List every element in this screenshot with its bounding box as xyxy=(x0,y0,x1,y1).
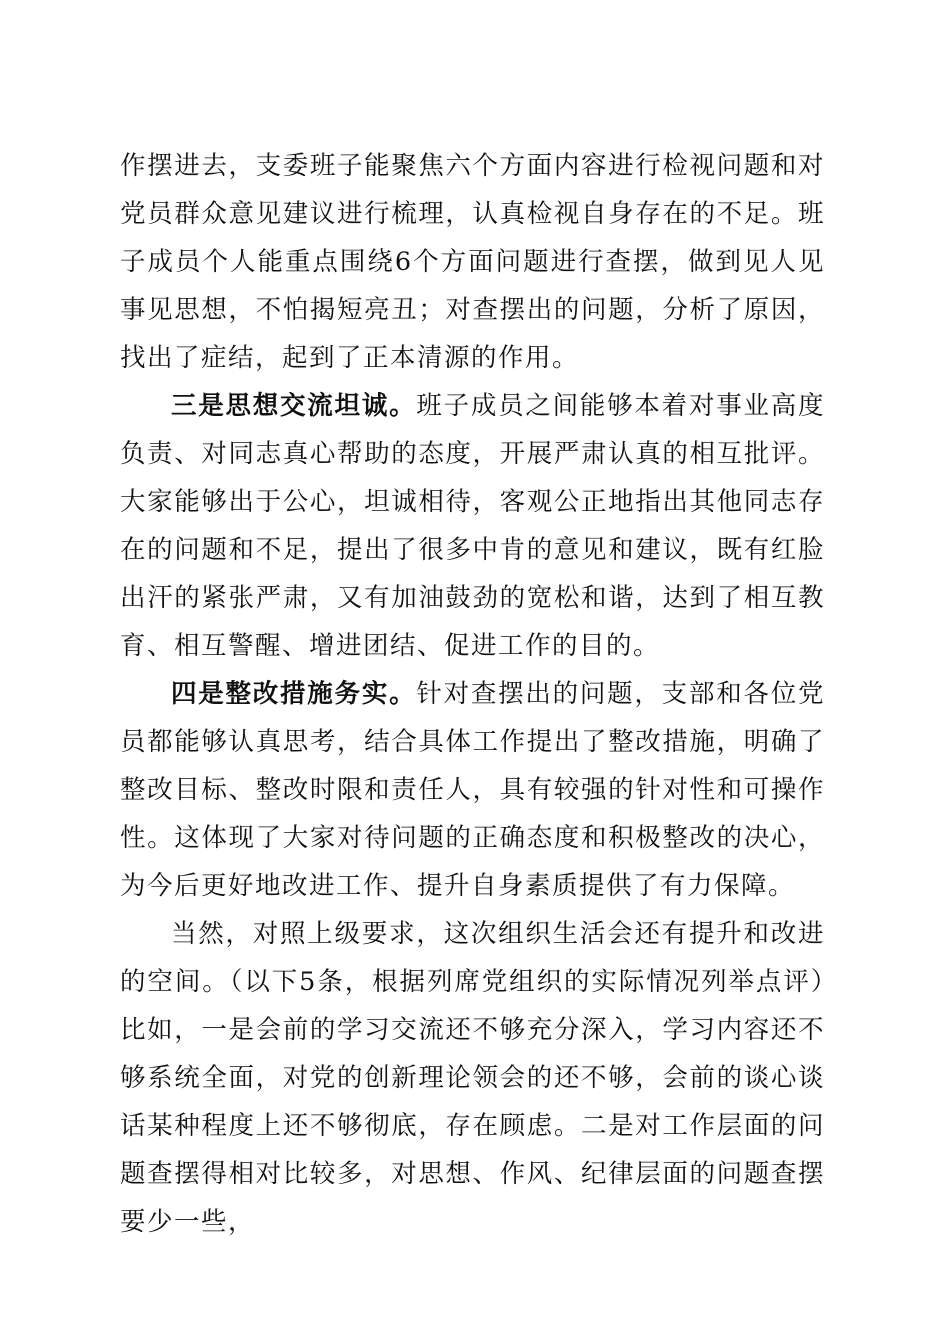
paragraph-text: 当然，对照上级要求，这次组织生活会还有提升和改进的空间。（以下5条，根据列席党组织的实际情况列举点评）比如，一是会前的学习交流还不够充分深入，学习内容还不够系统全面，对党的创新理论领会的还不够，会前的谈心谈话某种程度上还不够彻底，存在顾虑。二是对工作层面的问题查摆得相对比较多，对思想、作风、纪律层面的问题查摆要少一些， xyxy=(120,919,825,1237)
paragraph-improvement xyxy=(120,910,825,1246)
paragraph-thought-exchange xyxy=(120,382,825,670)
document-body xyxy=(120,142,825,1246)
paragraph-text: 班子成员之间能够本着对事业高度负责、对同志真心帮助的态度，开展严肃认真的相互批评。大家能够出于公心，坦诚相待，客观公正地指出其他同志存在的问题和不足，提出了很多中肯的意见和建议，既有红脸出汗的紧张严肃，又有加油鼓劲的宽松和谐，达到了相互教育、相互警醒、增进团结、促进工作的目的。 xyxy=(120,391,825,661)
paragraph-text: 作摆进去，支委班子能聚焦六个方面内容进行检视问题和对党员群众意见建议进行梳理，认真检视自身存在的不足。班子成员个人能重点围绕6个方面问题进行查摆，做到见人见事见思想，不怕揭短亮丑；对查摆出的问题，分析了原因，找出了症结，起到了正本清源的作用。 xyxy=(120,151,825,373)
paragraph-rectification xyxy=(120,670,825,910)
paragraph-lead: 四是整改措施务实。 xyxy=(171,679,417,709)
paragraph-text: 针对查摆出的问题，支部和各位党员都能够认真思考，结合具体工作提出了整改措施，明确了整改目标、整改时限和责任人，具有较强的针对性和可操作性。这体现了大家对待问题的正确态度和积极整改的决心，为今后更好地改进工作、提升自身素质提供了有力保障。 xyxy=(120,679,825,901)
paragraph-continuation xyxy=(120,142,825,382)
paragraph-lead: 三是思想交流坦诚。 xyxy=(171,391,417,421)
